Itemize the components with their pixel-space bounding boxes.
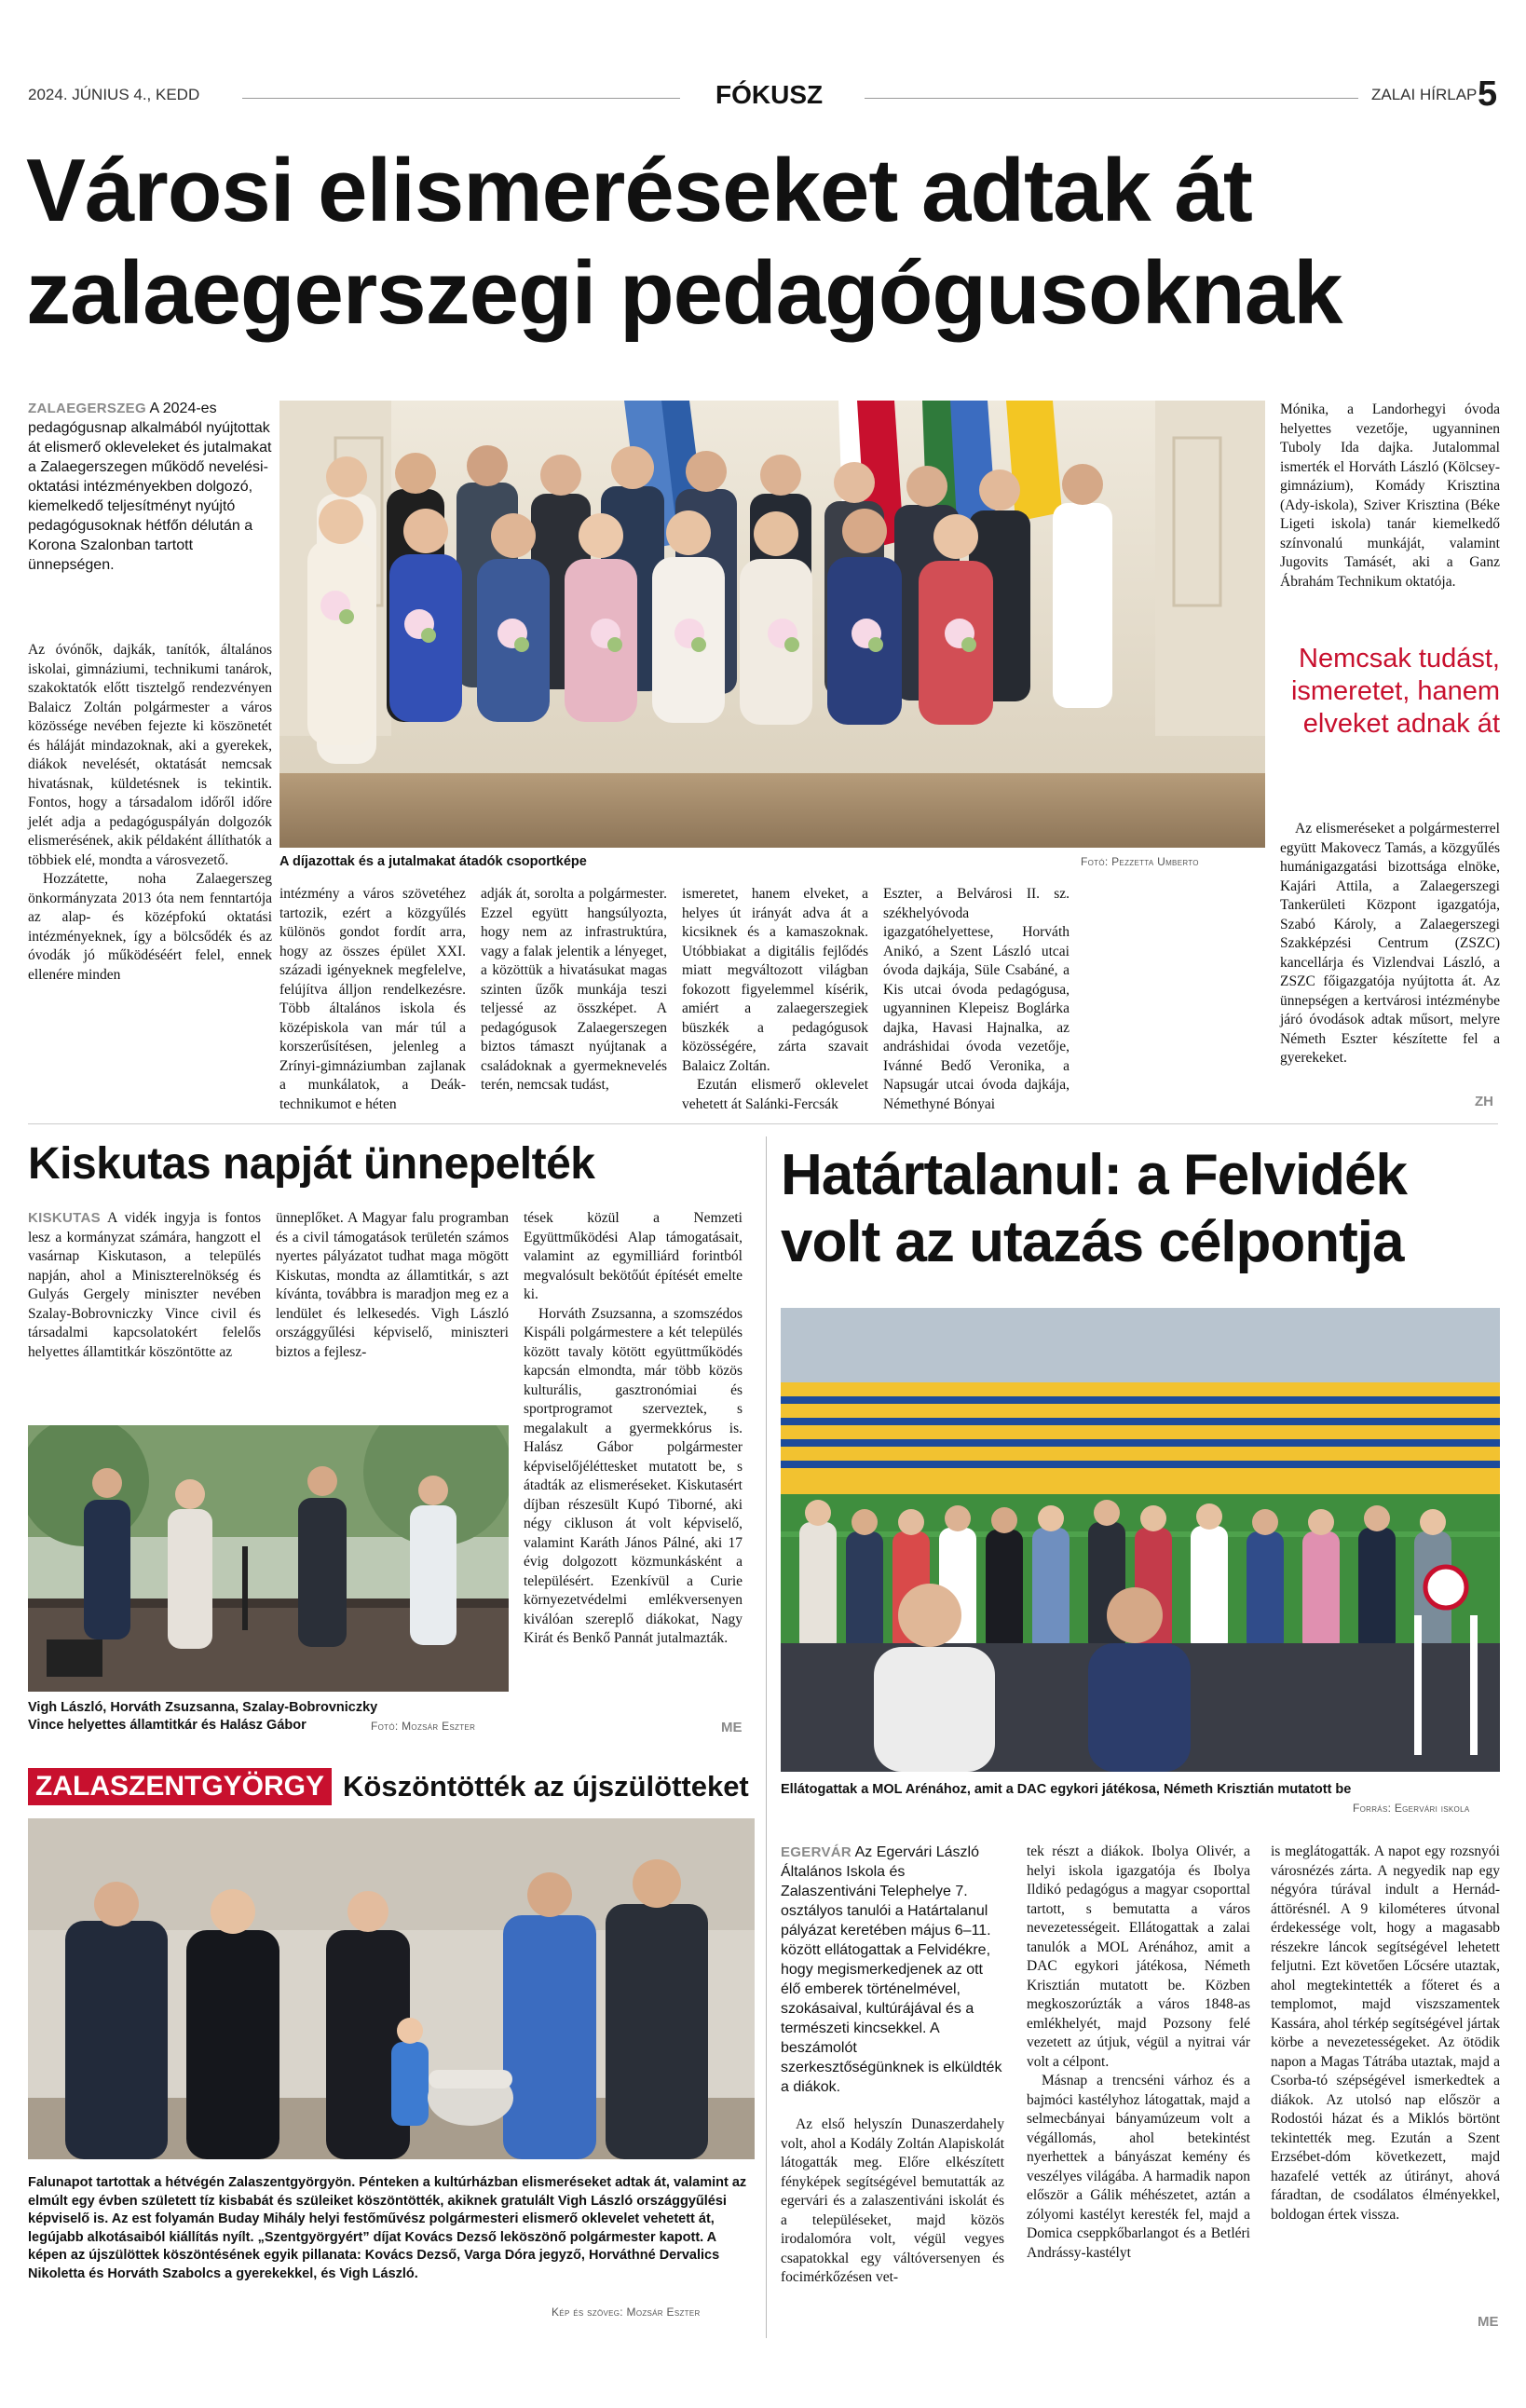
kiskutas-col-2 <box>276 1209 509 1362</box>
main-lead-block <box>28 399 272 575</box>
headline-line-1: Városi elismeréseket adtak át <box>26 141 1252 240</box>
hatartalanul-col-2 <box>1027 1843 1250 2263</box>
kiskutas-photo <box>28 1425 509 1692</box>
main-col2-text: intézmény a város szövetéhez tartozik, ezért a közgyűlés különös gondot fordít arra, hogy az összes épület XXI. századi igényeknek megfelelve, felújítva álljon rendelkezésre. Több általános iskola és középiskola van már túl a korszerűsítésen, jelenleg a Zrínyi-gimnáziumban zajlanak a munkálatok, a Deák-technikumot e héten <box>279 886 466 1112</box>
kiskutas-col-1 <box>28 1209 261 1362</box>
pull-quote: Nemcsak tudást, ismeretet, hanem elveket adnak át <box>1290 644 1500 739</box>
hatartalanul-signature: ME <box>1478 2314 1499 2330</box>
main-right-top-text: Mónika, a Landorhegyi óvoda helyettes vezetője, ugyanninen Tuboly Ida dajka. Jutalommal ismerték el Horváth László (Kölcsey-gimnázium), Komády Krisztina (Ady-iskola), Sziver Krisztina (Béke Ligeti iskola) tanár kiemelkedő színvonalú munkáját, valamint Jugovits Tamásét, aki a Ganz Ábrahám Technikum oktatója. <box>1280 401 1500 590</box>
zalaszentgyorgy-photo-illustration <box>28 1818 755 2159</box>
main-col-5 <box>883 885 1070 1114</box>
section-label: FÓKUSZ <box>715 80 824 109</box>
kiskutas-credit: Fotó: Mozsár Eszter <box>371 1720 476 1733</box>
hatartalanul-col-1 <box>781 1843 1004 2288</box>
hatartalanul-caption: Ellátogattak a MOL Arénához, amit a DAC egykori játékosa, Németh Krisztián mutatott be <box>781 1782 1352 1797</box>
hatartalanul-col2-para2: Másnap a trencséni várhoz és a bajmóci kastélyhoz látogattak, majd a selmecbányai bányamúzeum volt a végállomás, ahol betekintést nyerhettek a bányászat kemény és veszélyes világába. A harmadik napon először a Gálik méhészetet, aztán a zólyomi kastélyt keresték fel, majd a Domica cseppkőbarlangot és a Betléri Andrássy-kastélyt <box>1027 2073 1250 2261</box>
kiskutas-col3-para2: Horváth Zsuzsanna, a szomszédos Kispáli polgármestere a két település között tavaly kötött együttműködés kapcsán elmondta, már több közös kulturális, gasztronómiai és sportprogramot szerveztek, s megalakult a gyermekkórus is. Halász Gábor polgármester képviselőjéléttesket mutatott be, s átadták az elismeréseket. Kiskutasért díjban részesült Kupó Tiborné, aki négy cikluson át volt képviselő, valamint Karáth János Pálné, aki 17 évig dolgozott közmunkásként a településért. Ezenkívül a Curie környezetvédelmi emlékversenyen kiválóan szereplő diákokat, Nagy Kirát és Benkő Pannát jutalmazták. <box>524 1305 743 1646</box>
header-rule-right <box>865 98 1358 99</box>
kiskutas-col-3 <box>524 1209 743 1649</box>
header-rule-left <box>242 98 680 99</box>
main-group-photo <box>279 401 1265 848</box>
hatartalanul-lead-text: Az Egervári László Általános Iskola és Zalaszentiváni Telephelye 7. osztályos tanulói a Határtalanul pályázat keretében május 6–11. között ellátogattak a Felvidékre, hogy megismerkedjenek az ott élő emberek történelmével, szokásaival, kultúrájával és a természeti kincsekkel. A beszámolót szerkesztőségünknek is elküldték a diákok. <box>781 1844 1002 2095</box>
headline-line-2: zalaegerszegi pedagógusoknak <box>26 243 1342 343</box>
location-tag: ZALASZENTGYÖRGY <box>28 1768 332 1805</box>
paper-name: ZALAI HÍRLAP <box>1371 86 1478 103</box>
hatartalanul-col3-text: is meglátogatták. A napot egy rozsnyói városnézés zárta. A negyedik nap egy négyóra túrával indult a Hernád-áttörésnél. A 9 kilométeres útvonal érdekessége volt, hogy a magasabb részekre láncok segítségével lehetett feljutni. Ezt követően Lőcsére utaztak, ahol megtekintették a főteret és a templomot, majd viszszamentek Kassára, ahol térkép segítségével jártak körbe a nevezetességeket. Az ötödik napon a Magas Tátrába utaztak, majd a Csorba-tó szépségével ismerkedtek a diákok. Az utolsó nap először a Rodostói házat és a Miklós börtönt tekintették meg. Ezután a Szent Erzsébet-dóm következett, majd hazafelé vették az útirányt, ahová fáradtan, de csodálatos élményekkel, boldogan értek vissza. <box>1271 1843 1500 2223</box>
main-col4-para2: Ezután elismerő oklevelet vehetett át Salánki-Fercsák <box>682 1077 868 1112</box>
kiskutas-signature: ME <box>721 1720 743 1735</box>
zalaszentgyorgy-headline: Köszöntötték az újszülötteket <box>343 1770 749 1803</box>
hatartalanul-col2-para1: tek részt a diákok. Ibolya Olivér, a helyi iskola igazgatója és Ibolya Ildikó pedagógus a magyar csoporttal tartott, s bemutatta a város nevezetességeit. Ellátogattak a zalai tanulók a MOL Arénához, amit a DAC egykori játékosa, Németh Krisztián mutatott be. Közben megkoszorúzták a város 1848-as emlékhelyét, majd Pozsony felé vezetett az útjuk, végül a nyitrai vár volt a célpont. <box>1027 1843 1250 2070</box>
hatartalanul-line-1: Határtalanul: a Felvidék <box>781 1143 1408 1207</box>
main-col-2 <box>279 885 466 1114</box>
kiskutas-dateline: KISKUTAS <box>28 1210 101 1226</box>
kiskutas-col1-text: A vidék ingyja is fontos lesz a kormányzat számára, hangzott el vasárnap Kiskutason, a település napján, ahol a Miniszterelnökség és Gulyás Gergely miniszter nevében Szalay-Bobrovniczky Vince civil és társadalmi kapcsolatokért felelős helyettes államtitkár köszöntötte az <box>28 1210 261 1360</box>
kiskutas-caption: Vigh László, Horváth Zsuzsanna, Szalay-Bobrovniczky Vince helyettes államtitkár és Halász Gábor <box>28 1700 378 1733</box>
hatartalanul-credit: Forrás: Egervári iskola <box>1353 1802 1470 1815</box>
main-col3-text: adják át, sorolta a polgármester. Ezzel együtt hangsúlyozta, hogy nem az infrastruktúra, vagy a falak jelentik a lényeget, a közöttük a hivatásukat magas szinten űzők munkája teszi teljessé az összképet. A pedagógusok Zalaegerszegen biztos támaszt nyújtanak a családoknak a gyermeknevelés terén, nemcsak tudást, <box>481 886 667 1093</box>
page-header <box>28 75 1498 117</box>
main-right-col-bottom <box>1280 820 1500 1068</box>
main-signature: ZH <box>1475 1094 1493 1109</box>
main-headline <box>26 140 1507 345</box>
main-col-3 <box>481 885 667 1095</box>
main-photo-caption: A díjazottak és a jutalmakat átadók csoportképe <box>279 854 587 869</box>
section-divider <box>28 1123 1498 1124</box>
zalaszentgyorgy-header <box>28 1768 755 1809</box>
main-col-1 <box>28 641 272 985</box>
zalaszentgyorgy-caption: Falunapot tartottak a hétvégén Zalaszentgyörgyön. Pénteken a kultúrházban elismeréseket adtak át, valamint az elmúlt egy évben született tíz kisbabát és szüleiket köszöntötték, akiknek gratulált Vigh László országgyűlési képviselő is. Az est folyamán Buday Mihály helyi festőművész polgármesteri elismerő oklevelet vehetett át, legújabb alkotásaiból kiállítás nyílt. „Szentgyörgyért” díjat Kovács Dezső leköszönő polgármester kapott. A képen az újszülöttek köszöntésének egyik pillanata: Kovács Dezső, Varga Dóra jegyző, Horváthné Dervalics Nikoletta és Horváth Szabolcs a gyerekekkel, és Vigh László. <box>28 2175 747 2281</box>
main-col-4 <box>682 885 868 1114</box>
main-right-col-top <box>1280 401 1500 592</box>
hatartalanul-dateline: EGERVÁR <box>781 1844 852 1860</box>
kiskutas-photo-illustration <box>28 1425 509 1692</box>
group-photo-illustration <box>279 401 1265 848</box>
main-right-bottom-text: Az elismeréseket a polgármesterrel együtt Makovecz Tamás, a közgyűlés humánigazgatási bizottsága elnöke, Kajári Attila, a Zalaegerszegi Tankerületi Központ igazgatója, Szabó Károly, a Zalaegerszegi Szakképzési Centrum (ZSZC) kancellárja és Vizlendvai László, a ZSZC főigazgatója nyújtotta át. Az ünnepségen a kertvárosi intézménybe járó óvodások adtak műsort, melyre Németh Eszter készítette fel a gyerekeket. <box>1280 821 1500 1066</box>
hatartalanul-col-3 <box>1271 1843 1500 2224</box>
header-date: 2024. JÚNIUS 4., KEDD <box>28 86 200 103</box>
zalaszentgyorgy-credit: Kép és szöveg: Mozsár Eszter <box>552 2306 701 2319</box>
hatartalanul-photo <box>781 1308 1500 1772</box>
dateline-place: ZALAEGERSZEG <box>28 401 146 416</box>
zalaszentgyorgy-photo <box>28 1818 755 2159</box>
main-col1-para1: Az óvónők, dajkák, tanítók, általános iskolai, gimnáziumi, technikumi tanárok, szakoktatók előtt tisztelgő rendezvényen Balaicz Zoltán polgármester a város közössége nevében fejezte ki köszönetét és háláját mindazoknak, aki a gyerekek, diákok nevelését, oktatását nemcsak hivatásnak, küldetésnek is tekintik. Fontos, hogy a társadalom időről időre jelét adja a pedagóguspályán dolgozók elismerésének, akik példaként állíthatók a többiek elé, mondta a városvezető. <box>28 642 272 868</box>
hatartalanul-line-2: volt az utazás célpontja <box>781 1210 1404 1274</box>
kiskutas-col2-text: ünneplőket. A Magyar falu programban és a civil támogatások területén számos nyertes pályázatot tudhat maga mögött Kiskutas, mondta az államtitkár, s azt kívánta, továbbra is maradjon meg ez a lendület és lelkesedés. Vigh László országgyűlési képviselő, miniszteri biztos a fejlesz- <box>276 1210 509 1360</box>
main-photo-credit: Fotó: Pezzetta Umberto <box>1081 855 1199 868</box>
page-number: 5 <box>1478 75 1498 114</box>
main-col5-text: Eszter, a Belvárosi II. sz. székhelyóvoda igazgatóhelyettese, Horváth Anikó, a Szent László utcai óvoda dajkája, Süle Csabáné, a Kis utcai óvoda pedagógusa, ugyanninen Klepeisz Boglárka dajka, Havasi Hajnalka, az andráshidai óvoda vezetője, Ivánné Bedő Veronika, a Napsugár utcai óvoda dajkája, Némethyné Bónyai <box>883 886 1070 1112</box>
bottom-column-divider <box>766 1136 767 2338</box>
hatartalanul-headline <box>781 1142 1507 1276</box>
main-lead-text: A 2024-es pedagógusnap alkalmából nyújtottak át elismerő okleveleket és jutalmakat a Zalaegerszegen működő nevelési-oktatási intézményekben dolgozó, kiemelkedő teljesítményt nyújtó pedagógusoknak hétfőn délután a Korona Szalonban tartott ünnepségen. <box>28 401 272 573</box>
main-col4-para1: ismeretet, hanem elveket, a helyes út irányát adva át a kicsiknek és a kamaszoknak. Utóbbiakat a digitális fejlődés miatt megváltozott világban fokozott figyelemmel kísérik, amiért a zalaegerszegiek büszkék a pedagógusok közösségére, zárta szavait Balaicz Zoltán. <box>682 886 868 1074</box>
main-col1-para2: Hozzátette, noha Zalaegerszeg önkormányzata 2013 óta nem fenntartója az alap- és középfokú oktatási intézményeknek, így a bölcsődék és az óvodák jó működéséért felel, ennek ellenére minden <box>28 871 272 983</box>
kiskutas-col3-para1: tések közül a Nemzeti Együttműködési Alap támogatásait, valamint az egymilliárd forintból megvalósult bekötőút építését emelte ki. <box>524 1210 743 1302</box>
stadium-photo-illustration <box>781 1308 1500 1772</box>
kiskutas-headline: Kiskutas napját ünnepelték <box>28 1139 595 1189</box>
hatartalanul-col1-para2: Az első helyszín Dunaszerdahely volt, ahol a Kodály Zoltán Alapiskolát látogatták meg. Előre elkészített fényképek segítségével bemutatták az egervári és a zalaszentiváni iskolát és a településeket, majd közös irodalomóra volt, végül vegyes csapatokkal egy váltóversenyen és focimérkőzésen vet- <box>781 2116 1004 2285</box>
